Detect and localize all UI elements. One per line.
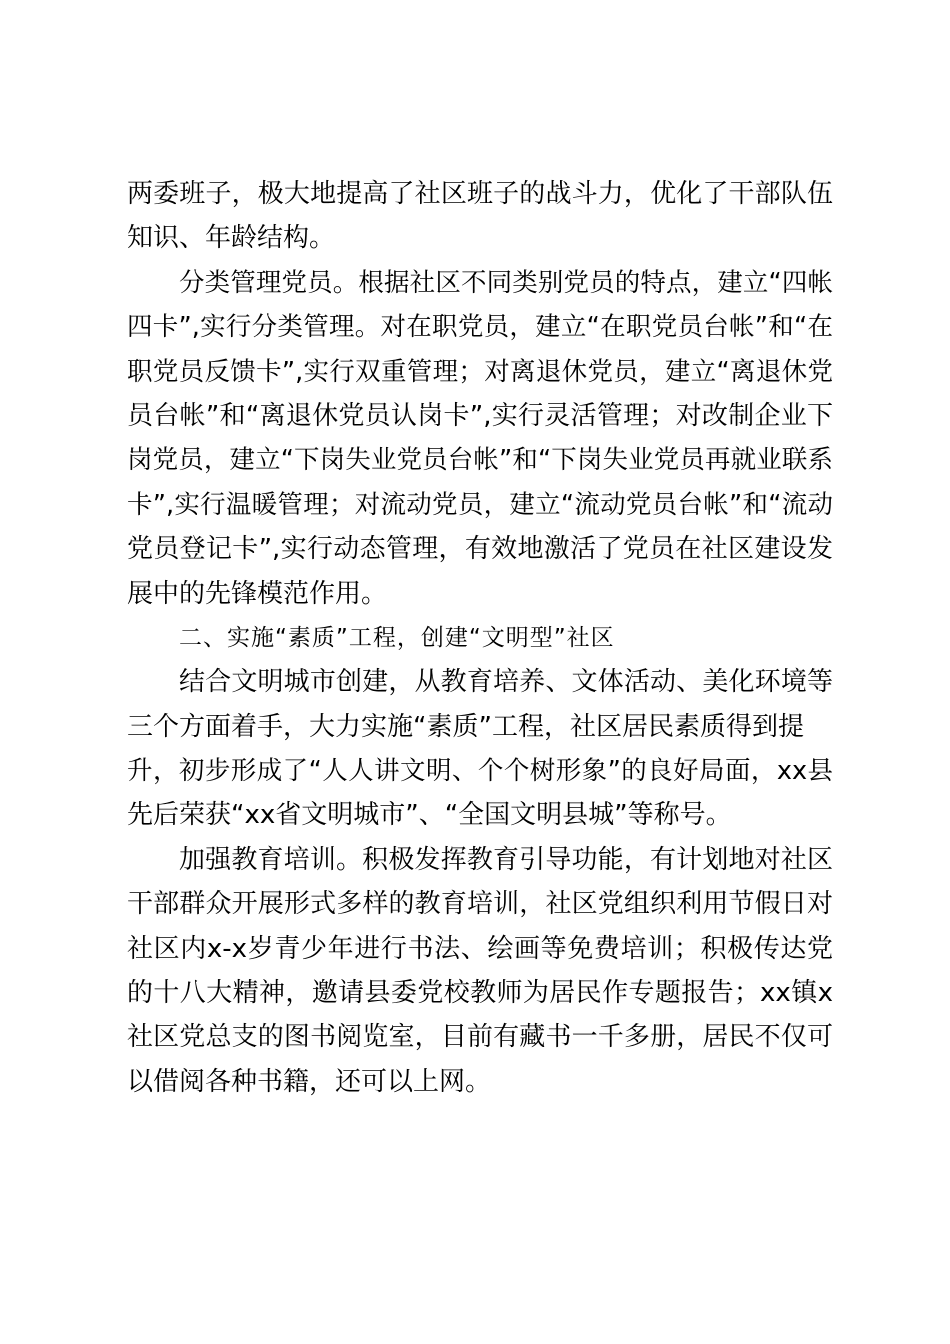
text-line: 展中的先锋模范作用。 <box>127 578 388 609</box>
paragraph-first-line: 加强教育培训。积极发挥教育引导功能，有计划地对社区 <box>179 844 833 875</box>
paragraph-first-line: 结合文明城市创建，从教育培养、文体活动、美化环境等 <box>179 667 833 698</box>
text-line: 党员登记卡”,实行动态管理，有效地激活了党员在社区建设发 <box>127 534 833 565</box>
text-line: 两委班子，极大地提高了社区班子的战斗力，优化了干部队伍 <box>127 179 833 209</box>
text-line: 岗党员，建立“下岗失业党员台帐”和“下岗失业党员再就业联系 <box>127 445 833 476</box>
text-line: 知识、年龄结构。 <box>127 223 336 254</box>
text-line: 卡”,实行温暖管理；对流动党员，建立“流动党员台帐”和“流动 <box>127 489 833 520</box>
paragraph-first-line: 分类管理党员。根据社区不同类别党员的特点，建立“四帐 <box>179 267 833 298</box>
text-line: 职党员反馈卡”,实行双重管理；对离退休党员，建立“离退休党 <box>127 356 833 387</box>
text-line: 社区内x-x岁青少年进行书法、绘画等免费培训；积极传达党 <box>127 933 833 964</box>
text-line: 三个方面着手，大力实施“素质”工程，社区居民素质得到提 <box>127 711 804 742</box>
text-line: 社区党总支的图书阅览室，目前有藏书一千多册，居民不仅可 <box>127 1022 833 1053</box>
text-line: 先后荣获“xx省文明城市”、“全国文明县城”等称号。 <box>127 800 732 831</box>
text-line: 干部群众开展形式多样的教育培训，社区党组织利用节假日对 <box>127 889 833 920</box>
text-line: 的十八大精神，邀请县委党校教师为居民作专题报告；xx镇x <box>127 978 833 1009</box>
text-line: 以借阅各种书籍，还可以上网。 <box>127 1066 492 1097</box>
text-line: 升，初步形成了“人人讲文明、个个树形象”的良好局面，xx县 <box>127 756 833 787</box>
text-line: 员台帐”和“离退休党员认岗卡”,实行灵活管理；对改制企业下 <box>127 400 833 431</box>
document-body <box>127 172 833 1104</box>
section-heading: 二、实施“素质”工程，创建“文明型”社区 <box>179 624 615 651</box>
text-line: 四卡”,实行分类管理。对在职党员，建立“在职党员台帐”和“在 <box>127 312 833 343</box>
